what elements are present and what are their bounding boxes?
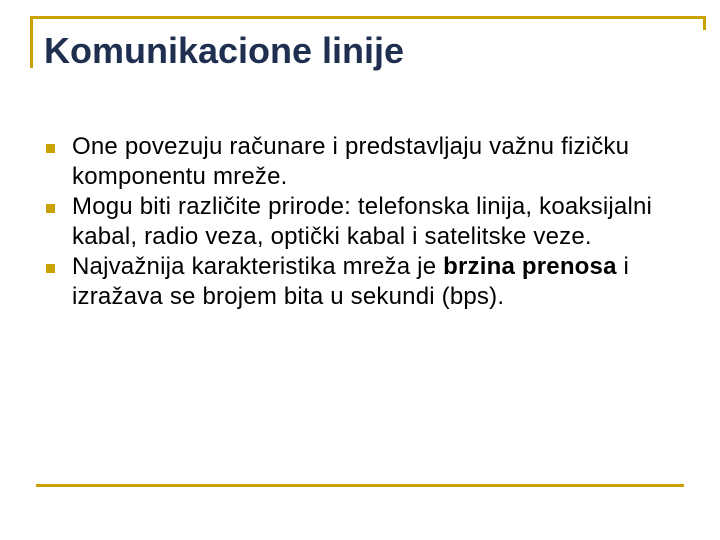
bullet-list	[46, 132, 666, 312]
square-bullet-icon	[46, 264, 55, 273]
bullet-item-1	[46, 132, 666, 192]
bottom-border-line	[36, 484, 684, 487]
slide-title: Komunikacione linije	[44, 30, 405, 71]
bullet-text-2: Mogu biti različite prirode: telefonska linija, koaksijalni kabal, radio veza, optički kabal i satelitske veze.	[72, 193, 653, 250]
top-right-border-tick	[703, 16, 706, 30]
top-border-line	[30, 16, 706, 19]
bullet-text-3-before: Najvažnija karakteristika mreža je	[72, 253, 444, 280]
left-border-line	[30, 16, 33, 68]
bullet-text-3-after: i izražava se brojem bita u sekundi (bps).	[72, 253, 630, 310]
bullet-item-3	[46, 252, 666, 312]
bullet-text-1: One povezuju računare i predstavljaju važnu fizičku komponentu mreže.	[72, 133, 630, 190]
square-bullet-icon	[46, 144, 55, 153]
bullet-text-3-bold: brzina prenosa	[443, 253, 617, 280]
square-bullet-icon	[46, 204, 55, 213]
bullet-item-2	[46, 192, 666, 252]
